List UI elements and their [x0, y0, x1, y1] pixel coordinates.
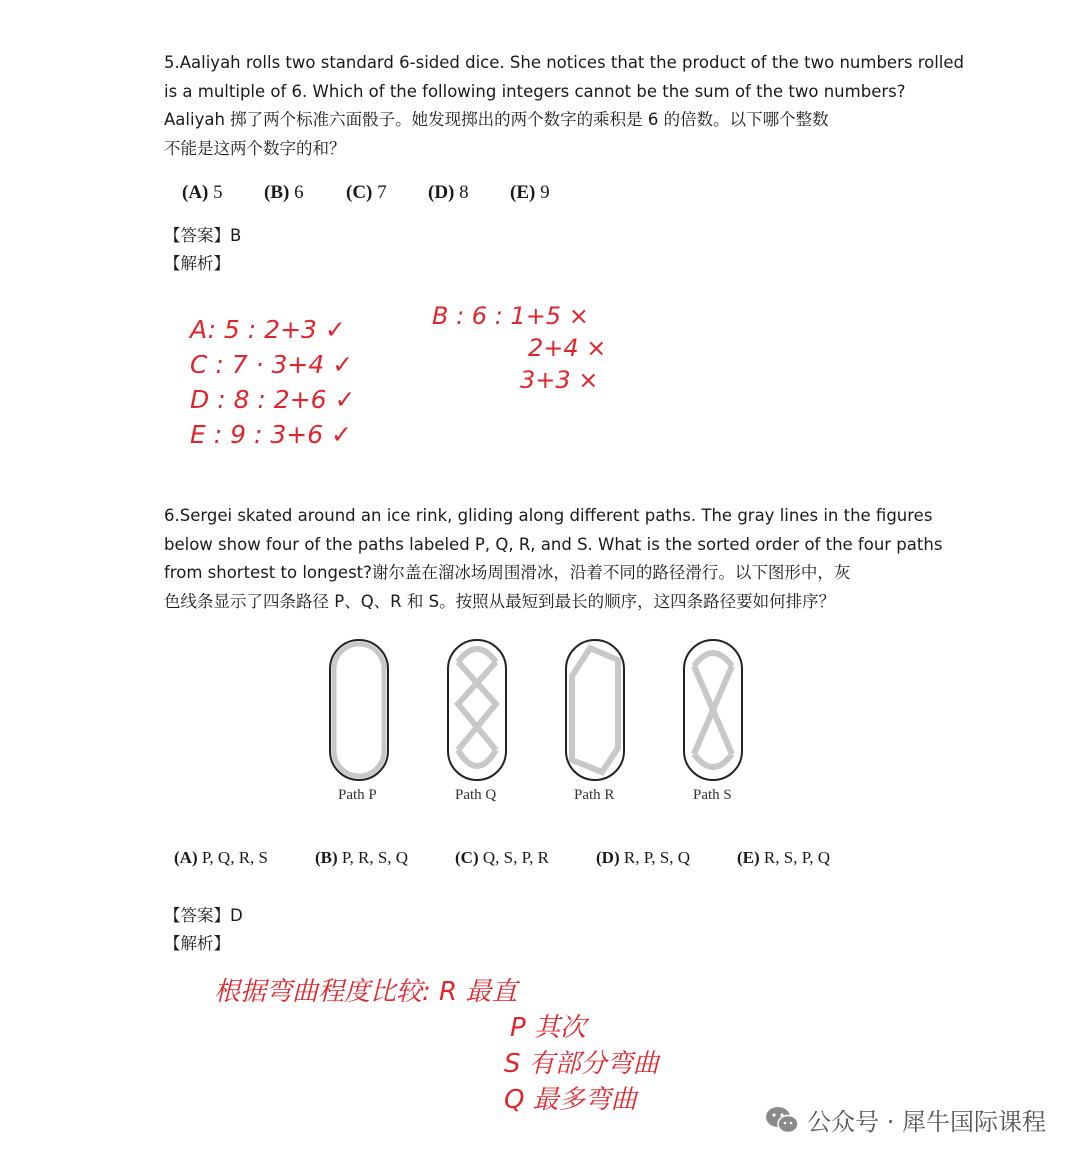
path-s-label: Path S: [693, 787, 732, 803]
q6-choice-e: (E) R, S, P, Q: [737, 848, 831, 867]
watermark-text: 公众号 · 犀牛国际课程: [807, 1108, 1046, 1136]
q6-question-text: [164, 502, 943, 616]
q5-choice-d: (D) 8: [428, 182, 469, 203]
q5-choice-b: (B) 6: [264, 182, 304, 203]
q5-line: Aaliyah 掷了两个标准六面骰子。她发现掷出的两个数字的乘积是 6 的倍数。以下哪个整数: [164, 110, 829, 129]
q5-line: is a multiple of 6. Which of the following integers cannot be the sum of the two numbers?: [164, 81, 906, 101]
q6-choice-c: (C) Q, S, P, R: [455, 848, 549, 867]
q6-choice-d: (D) R, P, S, Q: [596, 848, 690, 867]
q5-choices: [182, 182, 602, 208]
handwriting-line: S 有部分弯曲: [504, 1049, 659, 1079]
wechat-icon: [765, 1105, 799, 1135]
q5-answer-label: 【答案】B: [164, 226, 242, 245]
q6-line: from shortest to longest?谢尔盖在溜冰场周围滑冰，沿着不同的路径滑行。以下图形中，灰: [164, 563, 851, 582]
q5-choice-c: (C) 7: [346, 182, 387, 203]
path-r-label: Path R: [574, 787, 615, 803]
q6-handwriting: [214, 974, 659, 1118]
handwriting-line: D : 8 : 2+6 ✓: [190, 385, 356, 414]
q6-answer-label: 【答案】D: [164, 906, 243, 925]
handwriting-line: C : 7 · 3+4 ✓: [190, 350, 354, 379]
handwriting-line: P 其次: [510, 1013, 586, 1043]
handwriting-line: Q 最多弯曲: [504, 1085, 637, 1115]
path-q-figure: [448, 640, 506, 780]
q6-line: 色线条显示了四条路径 P、Q、R 和 S。按照从最短到最长的顺序，这四条路径要如何排序？: [164, 591, 836, 611]
path-p-figure: [330, 640, 388, 780]
q5-handwriting-right: [432, 300, 606, 396]
q5-analysis-label: 【解析】: [164, 254, 230, 273]
q5-choice-a: (A) 5: [182, 182, 223, 203]
handwriting-line: 根据弯曲程度比较: R 最直: [214, 977, 518, 1007]
q5-choice-e: (E) 9: [510, 182, 550, 203]
path-q-label: Path Q: [455, 787, 497, 803]
watermark: [765, 1102, 1046, 1137]
q6-choice-b: (B) P, R, S, Q: [315, 848, 409, 867]
q6-choices: [174, 848, 874, 874]
q6-line: 6.Sergei skated around an ice rink, gliding along different paths. The gray lines in the figures: [164, 506, 933, 525]
q6-line: below show four of the paths labeled P, Q, R, and S. What is the sorted order of the four paths: [164, 534, 943, 554]
q6-analysis-label: 【解析】: [164, 934, 230, 953]
path-s-figure: [684, 640, 742, 780]
q5-handwriting-left: [190, 312, 355, 452]
handwriting-line: E : 9 : 3+6 ✓: [190, 420, 352, 449]
q5-question-text: [164, 49, 965, 163]
path-r-figure: [566, 640, 624, 780]
handwriting-line: 2+4 ×: [528, 334, 607, 362]
path-p-label: Path P: [338, 787, 377, 803]
q5-line: 不能是这两个数字的和？: [164, 138, 346, 158]
handwriting-line: B : 6 : 1+5 ×: [432, 302, 589, 330]
q6-path-figures: [320, 632, 760, 792]
q6-choice-a: (A) P, Q, R, S: [174, 848, 268, 867]
handwriting-line: 3+3 ×: [520, 366, 599, 394]
handwriting-line: A: 5 : 2+3 ✓: [190, 315, 346, 344]
q5-line: 5.Aaliyah rolls two standard 6-sided dice. She notices that the product of the two numbers rolled: [164, 53, 965, 72]
